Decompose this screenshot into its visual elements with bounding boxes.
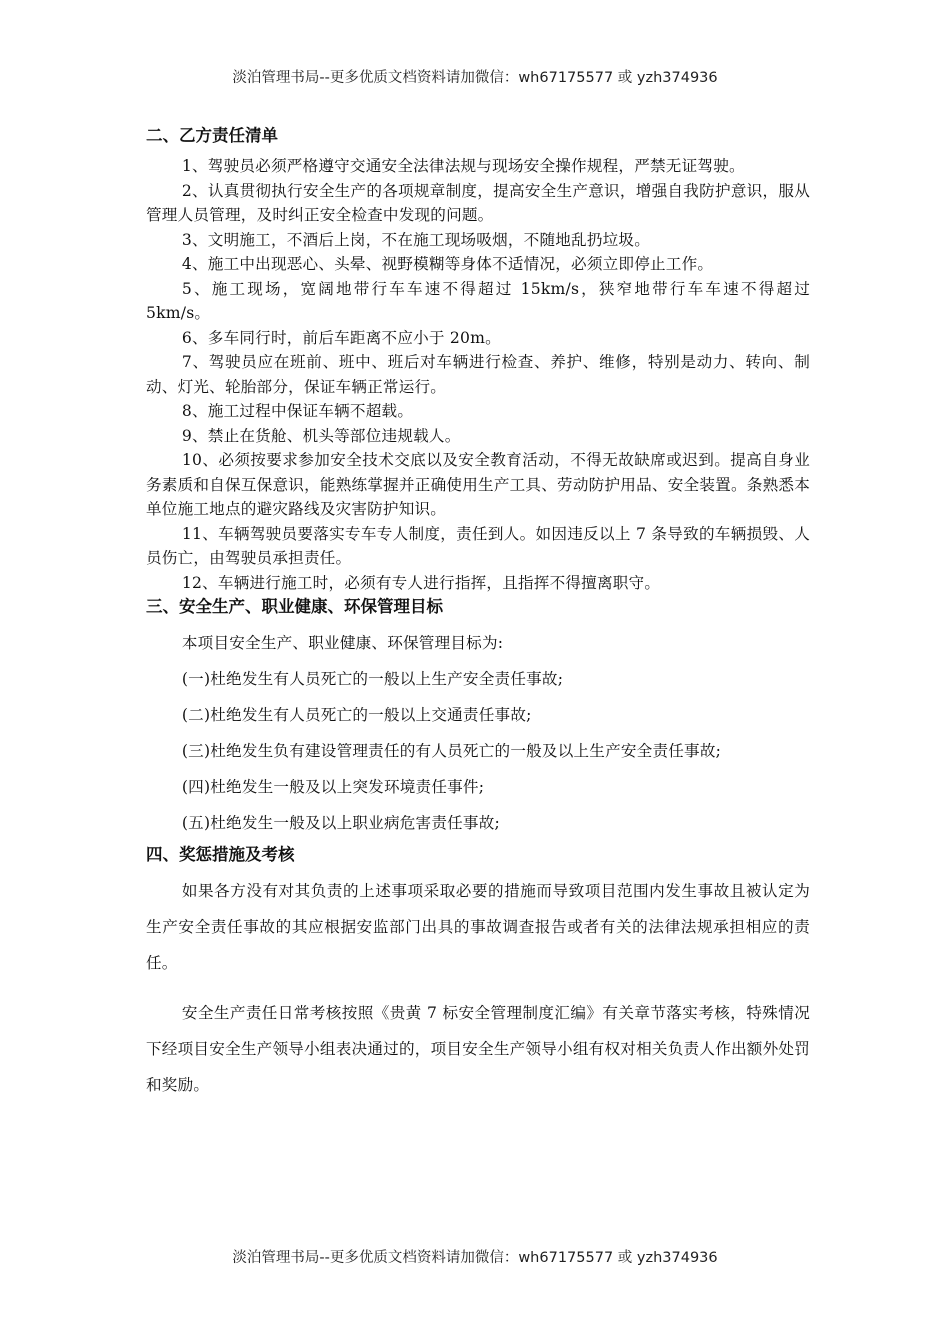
document-body bbox=[146, 124, 810, 1103]
assessment-section bbox=[146, 873, 810, 1103]
list-item: (三)杜绝发生负有建设管理责任的有人员死亡的一般及以上生产安全责任事故; bbox=[181, 742, 722, 760]
list-item: (四)杜绝发生一般及以上突发环境责任事件; bbox=[181, 778, 485, 796]
goals-list bbox=[146, 625, 810, 841]
goals-intro: 本项目安全生产、职业健康、环保管理目标为: bbox=[181, 634, 504, 652]
list-item: 10、必须按要求参加安全技术交底以及安全教育活动，不得无故缺席或迟到。提高自身业务素质和自保互保意识，能熟练掌握并正确使用生产工具、劳动防护用品、安全装置。条熟悉本单位施工地点的避灾路线及灾害防护知识。 bbox=[146, 451, 810, 518]
list-item: 8、施工过程中保证车辆不超载。 bbox=[181, 402, 414, 420]
list-item: 4、施工中出现恶心、头晕、视野模糊等身体不适情况，必须立即停止工作。 bbox=[181, 255, 714, 273]
list-item: 12、车辆进行施工时，必须有专人进行指挥，且指挥不得擅离职守。 bbox=[181, 573, 661, 592]
section-heading-4: 四、奖惩措施及考核 bbox=[146, 845, 295, 864]
section-heading-3: 三、安全生产、职业健康、环保管理目标 bbox=[146, 597, 443, 616]
list-item: 5、施工现场，宽阔地带行车车速不得超过 15km/s，狭窄地带行车车速不得超过 5km/s。 bbox=[146, 279, 810, 322]
list-item: (二)杜绝发生有人员死亡的一般以上交通责任事故; bbox=[181, 706, 532, 724]
list-item: 9、禁止在货舱、机头等部位违规载人。 bbox=[181, 426, 461, 445]
paragraph: 安全生产责任日常考核按照《贵黄 7 标安全管理制度汇编》有关章节落实考核，特殊情况下经项目安全生产领导小组表决通过的，项目安全生产领导小组有权对相关负责人作出额外处罚和奖励。 bbox=[146, 1004, 810, 1094]
responsibility-list bbox=[146, 154, 810, 595]
list-item: 11、车辆驾驶员要落实专车专人制度，责任到人。如因违反以上 7 条导致的车辆损毁、人员伤亡，由驾驶员承担责任。 bbox=[146, 524, 810, 567]
list-item: (五)杜绝发生一般及以上职业病危害责任事故; bbox=[181, 814, 500, 832]
paragraph: 如果各方没有对其负责的上述事项采取必要的措施而导致项目范围内发生事故且被认定为生产安全责任事故的其应根据安监部门出具的事故调查报告或者有关的法律法规承担相应的责任。 bbox=[146, 882, 810, 972]
list-item: 6、多车同行时，前后车距离不应小于 20m。 bbox=[181, 328, 501, 347]
section-heading-2: 二、乙方责任清单 bbox=[146, 126, 278, 145]
page-footer: 淡泊管理书局--更多优质文档资料请加微信：wh67175577 或 yzh374936 bbox=[232, 1250, 718, 1266]
list-item: (一)杜绝发生有人员死亡的一般以上生产安全责任事故; bbox=[181, 670, 564, 688]
list-item: 3、文明施工，不酒后上岗，不在施工现场吸烟，不随地乱扔垃圾。 bbox=[181, 230, 651, 249]
list-item: 1、驾驶员必须严格遵守交通安全法律法规与现场安全操作规程，严禁无证驾驶。 bbox=[181, 157, 745, 175]
list-item: 7、驾驶员应在班前、班中、班后对车辆进行检查、养护、维修，特别是动力、转向、制动、灯光、轮胎部分，保证车辆正常运行。 bbox=[146, 353, 810, 396]
paragraph-gap bbox=[146, 981, 810, 995]
list-item: 2、认真贯彻执行安全生产的各项规章制度，提高安全生产意识，增强自我防护意识，服从管理人员管理，及时纠正安全检查中发现的问题。 bbox=[146, 181, 810, 224]
page-header: 淡泊管理书局--更多优质文档资料请加微信：wh67175577 或 yzh374936 bbox=[232, 70, 718, 86]
